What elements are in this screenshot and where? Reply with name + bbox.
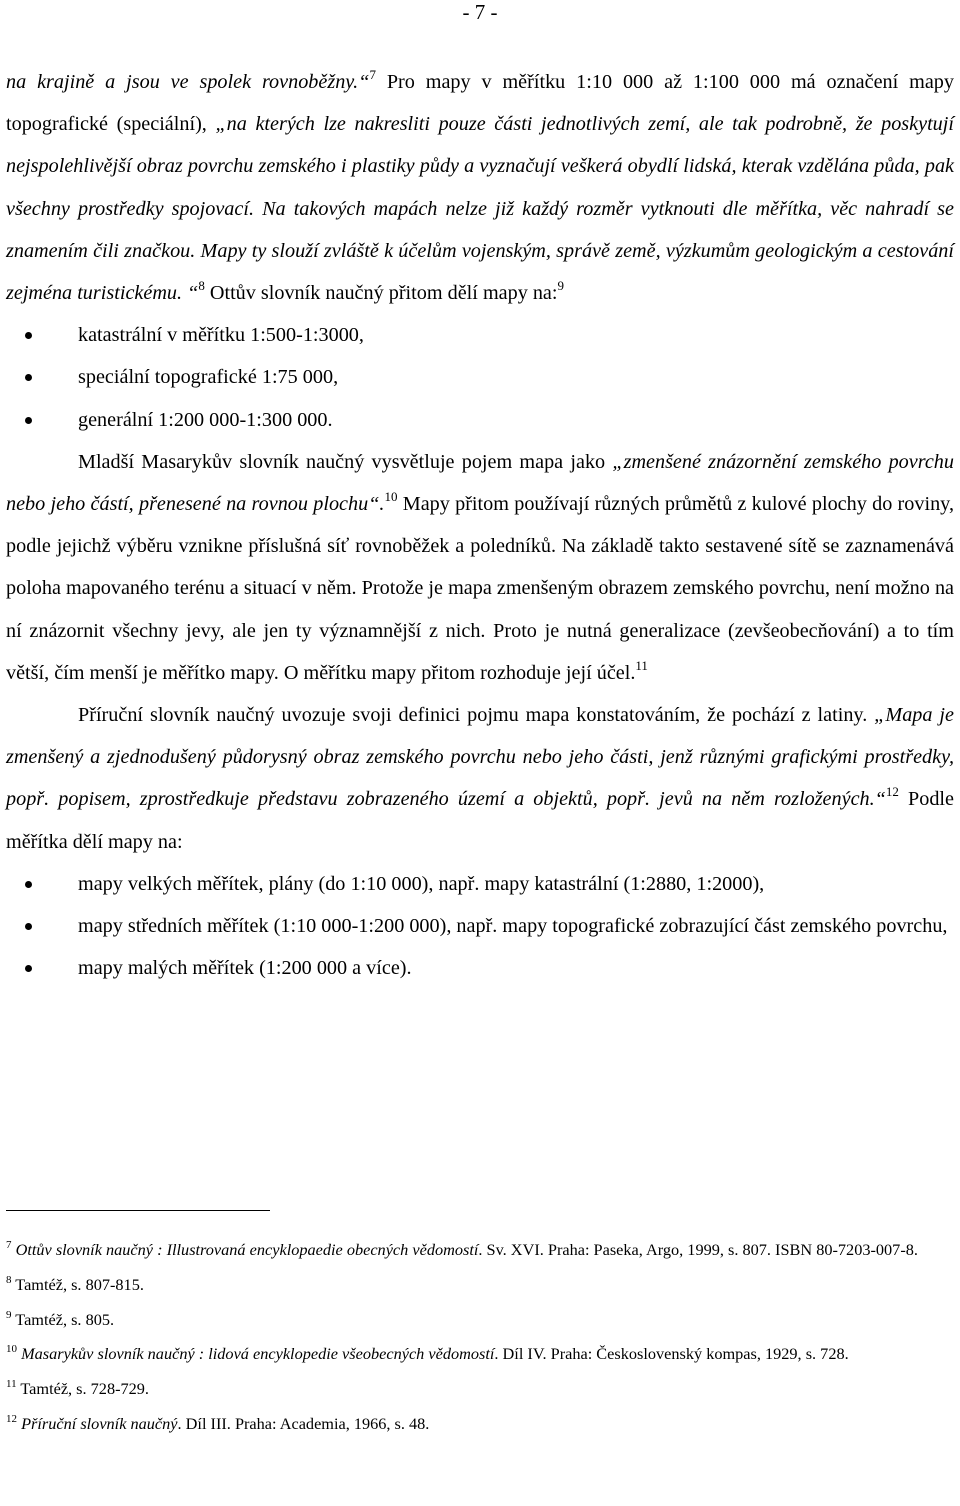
bullet-icon	[25, 965, 32, 972]
quote-text: „na kterých lze nakresliti pouze části jednotlivých zemí, ale tak podrobně, že poskytují nejspolehlivější obraz povrchu zemského i plastiky půdy a vyznačují veškerá obydlí lidská, kterak vzdělána půda, pak všechny prostředky spojovací. Na takových mapách nelze již každý rozměr vytknouti dle měřítka, věc nahradí se znamením čili značkou. Mapy ty slouží zvláště k účelům vojenským, správě země, výzkumům geologickým a cestování zejména turistickému.	[6, 113, 954, 305]
footnotes	[6, 1233, 954, 1442]
footnote-ref-10[interactable]: 10	[384, 489, 398, 505]
bullet-icon	[25, 374, 32, 381]
footnote-ref-12[interactable]: 12	[885, 784, 899, 800]
list-item: mapy velkých měřítek, plány (do 1:10 000), např. mapy katastrální (1:2880, 1:2000),	[6, 863, 954, 905]
body-text	[6, 61, 954, 989]
paragraph-text: Mapy přitom používají různých průmětů z kulové plochy do roviny, podle jejichž výběru vznikne příslušná síť rovnoběžek a poledníků. Na základě takto sestavené sítě se zaznamenává poloha mapovaného terénu a situací v něm. Protože je mapa zmenšeným obrazem zemského povrchu, není možno na ní znázornit všechny jevy, ale jen ty významnější z nich. Proto je nutná generalizace (zevšeobecňování) a to tím větší, čím menší je měřítko mapy. O měřítku mapy přitom rozhoduje její účel.	[6, 493, 954, 684]
footnote-ref-8[interactable]: 8	[198, 278, 205, 294]
list-ottuv-scales	[6, 314, 954, 441]
footnote-title: Příruční slovník naučný	[21, 1413, 178, 1433]
paragraph-text: Pro mapy v měřítku 1:10 000 až 1:100 000 má označení mapy topografické (speciální),	[6, 71, 954, 136]
paragraph-text: Ottův slovník naučný přitom dělí mapy na:	[204, 282, 558, 305]
footnote-ref-9[interactable]: 9	[557, 278, 564, 294]
footnote-title: Masarykův slovník naučný : lidová encyklopedie všeobecných vědomostí	[21, 1344, 495, 1364]
bullet-icon	[25, 923, 32, 930]
footnote-ref-7[interactable]: 7	[369, 67, 376, 82]
footnote-9: $^9$ Tamtéž, s. 805.	[6, 1308, 115, 1329]
page-number: - 7 -	[462, 0, 498, 24]
bullet-icon	[25, 417, 32, 424]
footnote-10: $^{10}$ Masarykův slovník naučný : lidová encyklopedie všeobecných vědomostí. Díl IV. Praha: Československý kompas, 1929, s. 728.	[6, 1343, 849, 1364]
list-prirucni-scales	[6, 863, 954, 990]
footnote-11: $^{11}$ Tamtéž, s. 728-729.	[6, 1378, 149, 1399]
list-item: katastrální v měřítku 1:500-1:3000,	[6, 314, 954, 356]
quote-text: „Mapa je zmenšený a zjednodušený půdorysný obraz zemského povrchu nebo jeho části, jenž různými grafickými prostředky, popř. popisem, zprostředkuje představu zobrazeného území a objektů, popř. jevů na něm rozložených.“	[6, 704, 954, 811]
list-item: mapy středních měřítek (1:10 000-1:200 000), např. mapy topografické zobrazující část zemského povrchu,	[6, 905, 954, 947]
footnote-8: $^8$ Tamtéž, s. 807-815.	[6, 1273, 144, 1294]
paragraph-text: Příruční slovník naučný uvozuje svoji definici pojmu mapa konstatováním, že pochází z latiny.	[78, 704, 875, 727]
footnote-title: Ottův slovník naučný : Illustrovaná encyklopaedie obecných vědomostí	[15, 1240, 479, 1259]
paragraph-text: Mladší Masarykův slovník naučný vysvětluje pojem mapa jako	[78, 450, 613, 473]
quote-mark: “	[187, 282, 199, 305]
paragraph-masaryk	[6, 441, 954, 694]
footnote-7: $^7$ Ottův slovník naučný : Illustrovaná encyklopaedie obecných vědomostí. Sv. XVI. Praha: Paseka, Argo, 1999, s. 807. ISBN 80-7203-007-8.	[6, 1239, 918, 1259]
footnote-divider	[6, 1210, 270, 1211]
bullet-icon	[25, 332, 32, 339]
paragraph-prirucni	[6, 694, 954, 863]
quote-text: „zmenšené znázornění zemského povrchu nebo jeho částí, přenesené na rovnou plochu“.	[6, 450, 954, 516]
list-item: mapy malých měřítek (1:200 000 a více).	[6, 947, 954, 989]
list-item: generální 1:200 000-1:300 000.	[6, 399, 954, 441]
footnote-ref-11[interactable]: 11	[635, 657, 648, 673]
footnote-12: $^{12}$ Příruční slovník naučný. Díl III. Praha: Academia, 1966, s. 48.	[6, 1412, 430, 1433]
quote-text: na krajině a jsou ve spolek rovnoběžny.	[6, 71, 359, 93]
list-item: speciální topografické 1:75 000,	[6, 356, 954, 398]
quote-mark: “	[358, 71, 370, 93]
bullet-icon	[25, 881, 32, 888]
paragraph-text: Podle měřítka dělí mapy na:	[6, 788, 955, 853]
paragraph-ottuv	[6, 61, 954, 314]
